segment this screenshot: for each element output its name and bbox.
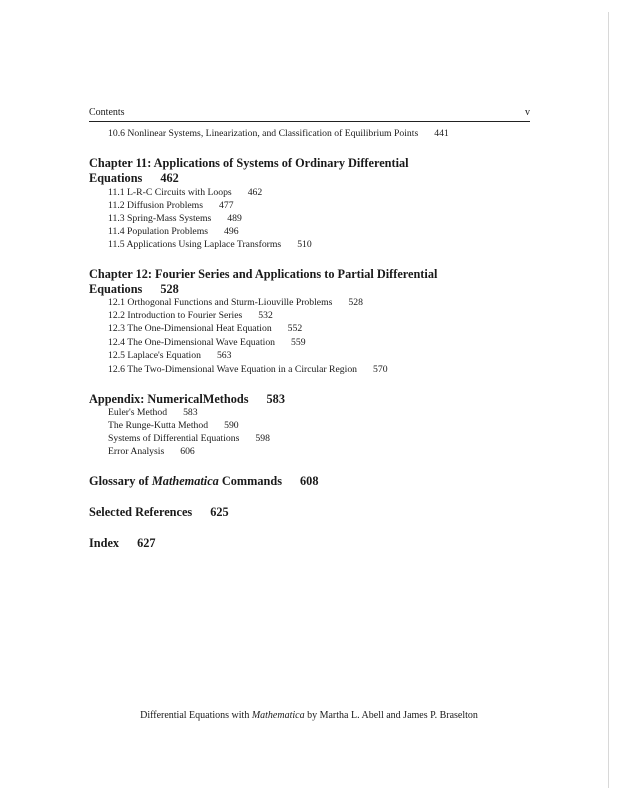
toc-entry-page: 559	[291, 337, 306, 348]
page-footer	[0, 710, 618, 721]
running-head-title: Contents	[89, 107, 125, 118]
appendix-title: Appendix: NumericalMethods	[89, 392, 249, 406]
toc-entry-title: 12.6 The Two-Dimensional Wave Equation in a Circular Region	[108, 364, 358, 375]
references-page: 625	[210, 505, 229, 519]
chapter-11-heading[interactable]	[89, 156, 409, 171]
toc-entry-title: 11.4 Population Problems	[108, 226, 209, 237]
chapter-page: 462	[160, 171, 179, 185]
references-heading[interactable]	[89, 505, 229, 520]
toc-entry-page: 528	[348, 297, 363, 308]
toc-entry-12-2[interactable]	[108, 310, 273, 322]
toc-entry-appendix-1[interactable]	[108, 407, 198, 419]
footer-prefix: Differential Equations with	[140, 710, 252, 721]
toc-entry-12-6[interactable]	[108, 364, 388, 376]
glossary-title-italic: Mathematica	[151, 474, 219, 488]
toc-entry-10-6[interactable]	[108, 128, 449, 140]
chapter-title-continued: Equations	[89, 171, 143, 185]
toc-entry-title: 10.6 Nonlinear Systems, Linearization, and Classification of Equilibrium Points	[108, 128, 419, 139]
appendix-heading[interactable]	[89, 392, 285, 407]
toc-entry-page: 563	[216, 350, 232, 361]
toc-entry-page: 496	[224, 226, 239, 237]
running-head	[89, 107, 530, 122]
toc-entry-11-4[interactable]	[108, 226, 239, 238]
chapter-12-heading[interactable]	[89, 267, 437, 282]
toc-entry-title: 12.1 Orthogonal Functions and Sturm-Liouville Problems	[108, 297, 333, 308]
toc-entry-title: 12.4 The One-Dimensional Wave Equation	[108, 337, 276, 348]
toc-entry-page: 590	[224, 420, 239, 431]
toc-entry-11-3[interactable]	[108, 213, 242, 225]
toc-entry-12-5[interactable]	[108, 350, 231, 362]
toc-entry-page: 489	[227, 213, 242, 224]
footer-italic: Mathematica	[251, 710, 305, 721]
chapter-title: Chapter 12: Fourier Series and Applications to Partial Differential	[89, 267, 438, 281]
toc-entry-page: 606	[180, 446, 195, 457]
chapter-title: Chapter 11: Applications of Systems of Ordinary Differential	[89, 156, 409, 170]
glossary-title-suffix: Commands	[218, 474, 283, 488]
toc-entry-page: 441	[434, 128, 449, 139]
toc-entry-appendix-3[interactable]	[108, 433, 270, 445]
toc-entry-appendix-4[interactable]	[108, 446, 195, 458]
toc-entry-page: 462	[247, 187, 263, 198]
toc-entry-title: Euler's Method	[108, 407, 168, 418]
toc-entry-title: 12.5 Laplace's Equation	[108, 350, 201, 361]
footer-suffix: by Martha L. Abell and James P. Braselton	[304, 710, 478, 721]
appendix-page: 583	[266, 392, 285, 406]
toc-entry-title: 11.1 L-R-C Circuits with Loops	[108, 187, 232, 198]
toc-entry-title: 11.5 Applications Using Laplace Transforms	[108, 239, 282, 250]
toc-entry-title: 11.2 Diffusion Problems	[108, 200, 203, 211]
index-page: 627	[137, 536, 156, 550]
page-edge-line	[608, 12, 609, 788]
glossary-heading[interactable]	[89, 474, 318, 489]
toc-entry-title: Error Analysis	[108, 446, 165, 457]
toc-entry-page: 510	[297, 239, 312, 250]
chapter-page: 528	[160, 282, 179, 296]
toc-entry-page: 552	[287, 323, 303, 334]
index-heading[interactable]	[89, 536, 156, 551]
toc-entry-title: 12.2 Introduction to Fourier Series	[108, 310, 243, 321]
toc-entry-12-1[interactable]	[108, 297, 363, 309]
toc-entry-11-5[interactable]	[108, 239, 312, 251]
toc-entry-page: 570	[373, 364, 388, 375]
toc-entry-11-1[interactable]	[108, 187, 262, 199]
toc-entry-appendix-2[interactable]	[108, 420, 239, 432]
toc-entry-page: 532	[258, 310, 273, 321]
glossary-title-prefix: Glossary of	[89, 474, 152, 488]
toc-entry-12-4[interactable]	[108, 337, 306, 349]
glossary-page: 608	[300, 474, 319, 488]
toc-entry-page: 583	[183, 407, 198, 418]
references-title: Selected References	[89, 505, 193, 519]
toc-entry-title: 12.3 The One-Dimensional Heat Equation	[108, 323, 272, 334]
toc-entry-12-3[interactable]	[108, 323, 302, 335]
toc-entry-11-2[interactable]	[108, 200, 234, 212]
chapter-title-continued: Equations	[89, 282, 143, 296]
toc-entry-title: Systems of Differential Equations	[108, 433, 240, 444]
toc-entry-title: The Runge-Kutta Method	[108, 420, 209, 431]
chapter-11-heading-line2[interactable]	[89, 171, 179, 186]
toc-entry-title: 11.3 Spring-Mass Systems	[108, 213, 212, 224]
index-title: Index	[89, 536, 120, 550]
toc-entry-page: 477	[219, 200, 234, 211]
toc-entry-page: 598	[255, 433, 270, 444]
chapter-12-heading-line2[interactable]	[89, 282, 179, 297]
running-head-page-number: v	[525, 107, 530, 118]
